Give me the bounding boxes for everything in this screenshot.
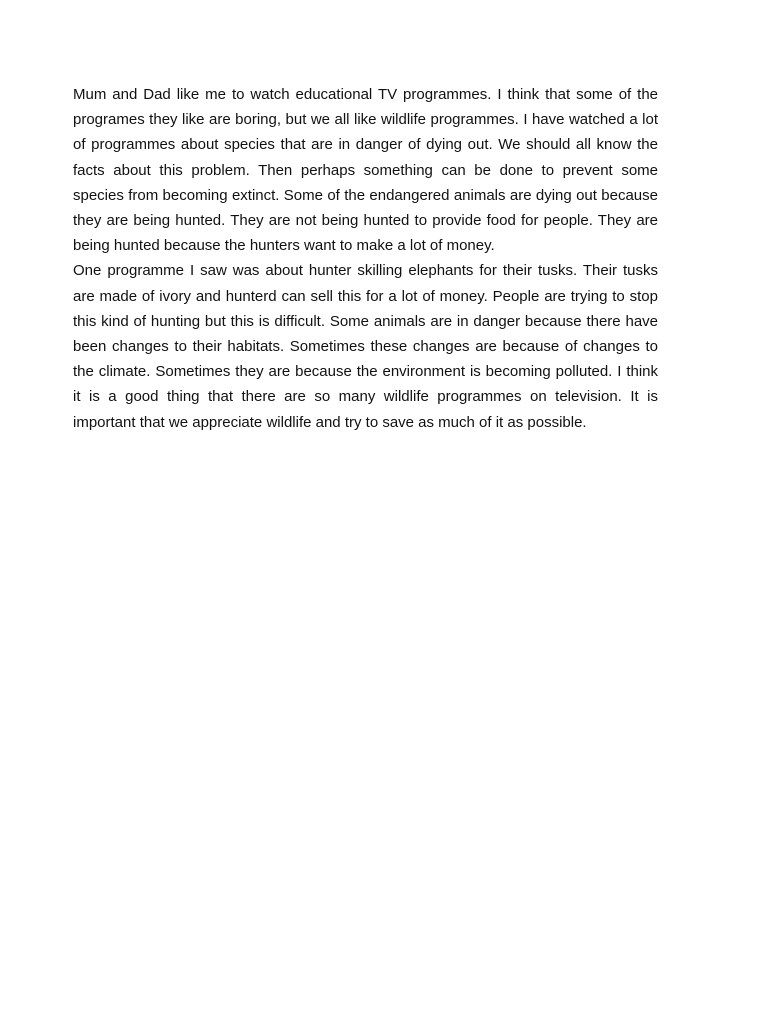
paragraph-2: One programme I saw was about hunter skilling elephants for their tusks. Their tusks are made of ivory and hunterd can sell this for a lot of money. People are trying to stop this kind of hunting but this is difficult. Some animals are in danger because there have been changes to their habitats. Sometimes these changes are because of changes to the climate. Sometimes they are because the environment is becoming polluted. I think it is a good thing that there are so many wildlife programmes on television. It is important that we appreciate wildlife and try to save as much of it as possible. — [73, 262, 658, 431]
body-text — [73, 82, 658, 435]
paragraph-1: Mum and Dad like me to watch educational TV programmes. I think that some of the programes they like are boring, but we all like wildlife programmes. I have watched a lot of programmes about species that are in danger of dying out. We should all know the facts about this problem. Then perhaps something can be done to prevent some species from becoming extinct. Some of the endangered animals are dying out because they are being hunted. They are not being hunted to provide food for people. They are being hunted because the hunters want to make a lot of money. — [73, 86, 658, 255]
